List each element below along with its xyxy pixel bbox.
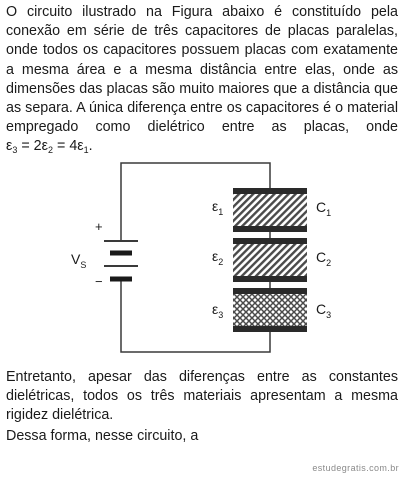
watermark: estudegratis.com.br: [312, 463, 399, 473]
voltage-source: [104, 241, 138, 279]
c2-label: $C_2$: [316, 249, 332, 268]
question-paragraph-2: Entretanto, apesar das diferenças entre as constantes dielétricas, todos os três materiais apresentam a mesma rigidez dielétrica.: [6, 369, 398, 424]
c3-label: $C_3$: [316, 301, 332, 320]
c1-label: $C_1$: [316, 199, 332, 218]
capacitor-c1: [233, 188, 307, 232]
epsilon-2-label: $\varepsilon_2$: [212, 248, 224, 267]
source-label: $V_S$: [71, 251, 87, 270]
question-paragraph-3: Dessa forma, nesse circuito, a: [6, 428, 199, 444]
epsilon-1-label: $\varepsilon_1$: [212, 198, 224, 217]
epsilon-3-label: $\varepsilon_3$: [212, 301, 224, 320]
source-minus-sign: −: [95, 274, 103, 289]
dielectric-relation: $\varepsilon_3 = 2\varepsilon_2 = 4\varepsilon_1$.: [6, 138, 93, 156]
source-plus-sign: +: [95, 219, 103, 234]
capacitor-c2: [233, 238, 307, 282]
intro-text: O circuito ilustrado na Figura abaixo é constituído pela conexão em série de três capacitores de placas paralelas, onde todos os capacitores possuem placas com exatamente a mesma área e a mesma distância entre elas, onde as dimensões das placas são muito maiores que a distância que as separa. A única diferença entre os capacitores é o material empregado como dielétrico entre as placas, onde: [6, 4, 398, 136]
capacitor-c3: [233, 288, 307, 332]
